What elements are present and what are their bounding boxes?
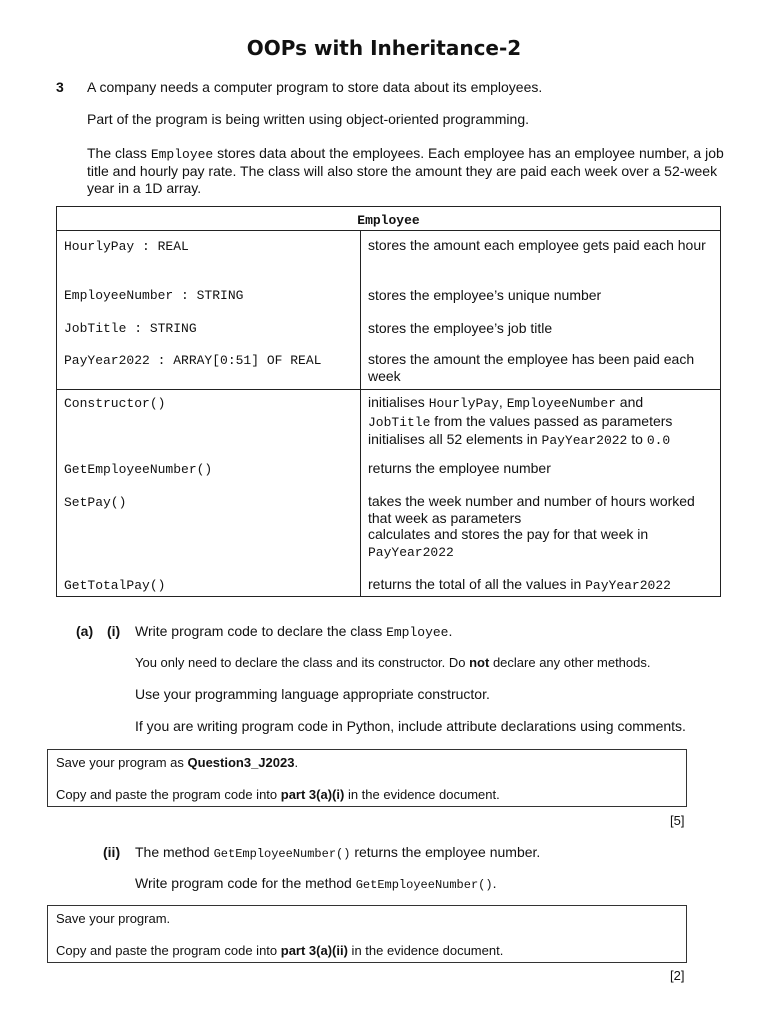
intro-line-1: A company needs a computer program to store data about its employees.	[87, 79, 543, 95]
desc-text: ,	[498, 394, 507, 410]
attribute-description: stores the employee’s unique number	[368, 287, 602, 303]
intro-line-2: Part of the program is being written using object-oriented programming.	[87, 111, 529, 127]
method-name: Constructor()	[64, 396, 166, 411]
desc-code: HourlyPay	[428, 396, 499, 411]
class-diagram-table	[56, 206, 721, 597]
part-a-label: (a)	[76, 623, 94, 639]
attribute-name: JobTitle : STRING	[64, 321, 197, 336]
attributes-descriptions-cell	[361, 231, 721, 390]
desc-code: PayYear2022	[585, 578, 671, 593]
desc-code: 0.0	[646, 433, 671, 448]
method-name: GetTotalPay()	[64, 578, 166, 593]
desc-code: PayYear2022	[368, 544, 454, 560]
box-text: Save your program as	[56, 755, 188, 770]
desc-code: EmployeeNumber	[506, 396, 616, 411]
part-ii-label: (ii)	[103, 844, 121, 860]
desc-text: takes the week number and number of hours worked that week as parameters	[368, 493, 695, 526]
instruction-text: .	[448, 623, 453, 639]
desc-text: from the values passed as parameters	[430, 412, 673, 429]
page-title: OOPs with Inheritance-2	[246, 36, 522, 60]
desc-text: returns the total of all the values in	[368, 576, 586, 592]
part-a-i-note-2: Use your programming language appropriate constructor.	[135, 686, 490, 702]
attribute-name: HourlyPay : REAL	[64, 239, 189, 254]
evidence-box-line-1	[56, 755, 298, 770]
desc-text: initialises all 52 elements in	[368, 431, 542, 447]
instruction-text: Write program code to declare the class	[135, 623, 387, 639]
desc-code: JobTitle	[368, 414, 431, 430]
part-a-i-instruction	[135, 623, 452, 640]
intro-class-code: Employee	[150, 147, 214, 162]
note-bold: not	[469, 655, 490, 670]
part-a-ii-line-2	[135, 875, 496, 892]
box-text: in the evidence document.	[347, 943, 504, 958]
intro-text-post: stores data about the employees. Each employee has an employee number, a job title and hourly pay rate. The class will also store the amount they are paid each week over a 52-week year in a 1D array.	[87, 145, 724, 196]
part-a-ii-line-1	[135, 844, 540, 861]
attribute-description: stores the amount each employee gets paid each hour	[368, 237, 706, 253]
attributes-names-cell	[57, 231, 361, 390]
line-text: .	[492, 875, 497, 891]
method-description: returns the employee number	[368, 460, 551, 476]
class-header	[57, 207, 721, 231]
question-number: 3	[56, 79, 64, 95]
intro-line-3	[87, 145, 727, 197]
line-code: GetEmployeeNumber()	[355, 878, 493, 892]
part-a-i-note-1	[135, 655, 650, 670]
method-name: GetEmployeeNumber()	[64, 462, 213, 477]
box-part-ref: part 3(a)(i)	[280, 787, 345, 802]
attribute-name: PayYear2022 : ARRAY[0:51] OF REAL	[64, 353, 322, 368]
evidence-box-a-ii	[47, 905, 687, 963]
line-text: returns the employee number.	[350, 844, 541, 860]
constructor-description	[368, 394, 718, 450]
marks-a-ii: [2]	[670, 968, 685, 983]
box-text: in the evidence document.	[344, 787, 500, 802]
box-filename: Question3_J2023	[187, 755, 295, 770]
box-part-ref: part 3(a)(ii)	[280, 943, 348, 958]
desc-text: calculates and stores the pay for that week in	[368, 526, 649, 542]
line-text: Write program code for the method	[135, 875, 356, 891]
line-text: The method	[135, 844, 214, 860]
desc-code: PayYear2022	[541, 433, 628, 448]
box-text: Copy and paste the program code into	[56, 943, 281, 958]
evidence-box-line-2	[56, 787, 500, 802]
note-text: declare any other methods.	[489, 655, 651, 670]
marks-a-i: [5]	[670, 813, 685, 828]
attribute-description: stores the amount the employee has been paid each week	[368, 351, 695, 384]
gettotalpay-description	[368, 576, 718, 595]
desc-text: to	[627, 431, 647, 447]
evidence-box-a-i	[47, 749, 687, 807]
desc-text: initialises	[368, 394, 429, 410]
evidence-box-line-1: Save your program.	[56, 911, 171, 926]
part-i-label: (i)	[107, 623, 121, 639]
methods-descriptions-cell	[361, 390, 721, 597]
methods-names-cell	[57, 390, 361, 597]
intro-text-pre: The class	[87, 145, 151, 161]
class-header-text: Employee	[357, 213, 420, 228]
part-a-i-note-3: If you are writing program code in Python, include attribute declarations using comments.	[135, 718, 686, 734]
line-code: GetEmployeeNumber()	[213, 847, 351, 861]
attribute-description: stores the employee’s job title	[368, 320, 553, 336]
instruction-code: Employee	[386, 625, 449, 640]
desc-text: and	[615, 394, 644, 410]
method-name: SetPay()	[64, 495, 127, 510]
setpay-description	[368, 493, 718, 561]
evidence-box-line-2	[56, 943, 503, 958]
box-text: .	[294, 755, 299, 770]
note-text: You only need to declare the class and its constructor. Do	[135, 655, 470, 670]
attribute-name: EmployeeNumber : STRING	[64, 288, 244, 303]
box-text: Copy and paste the program code into	[56, 787, 281, 802]
